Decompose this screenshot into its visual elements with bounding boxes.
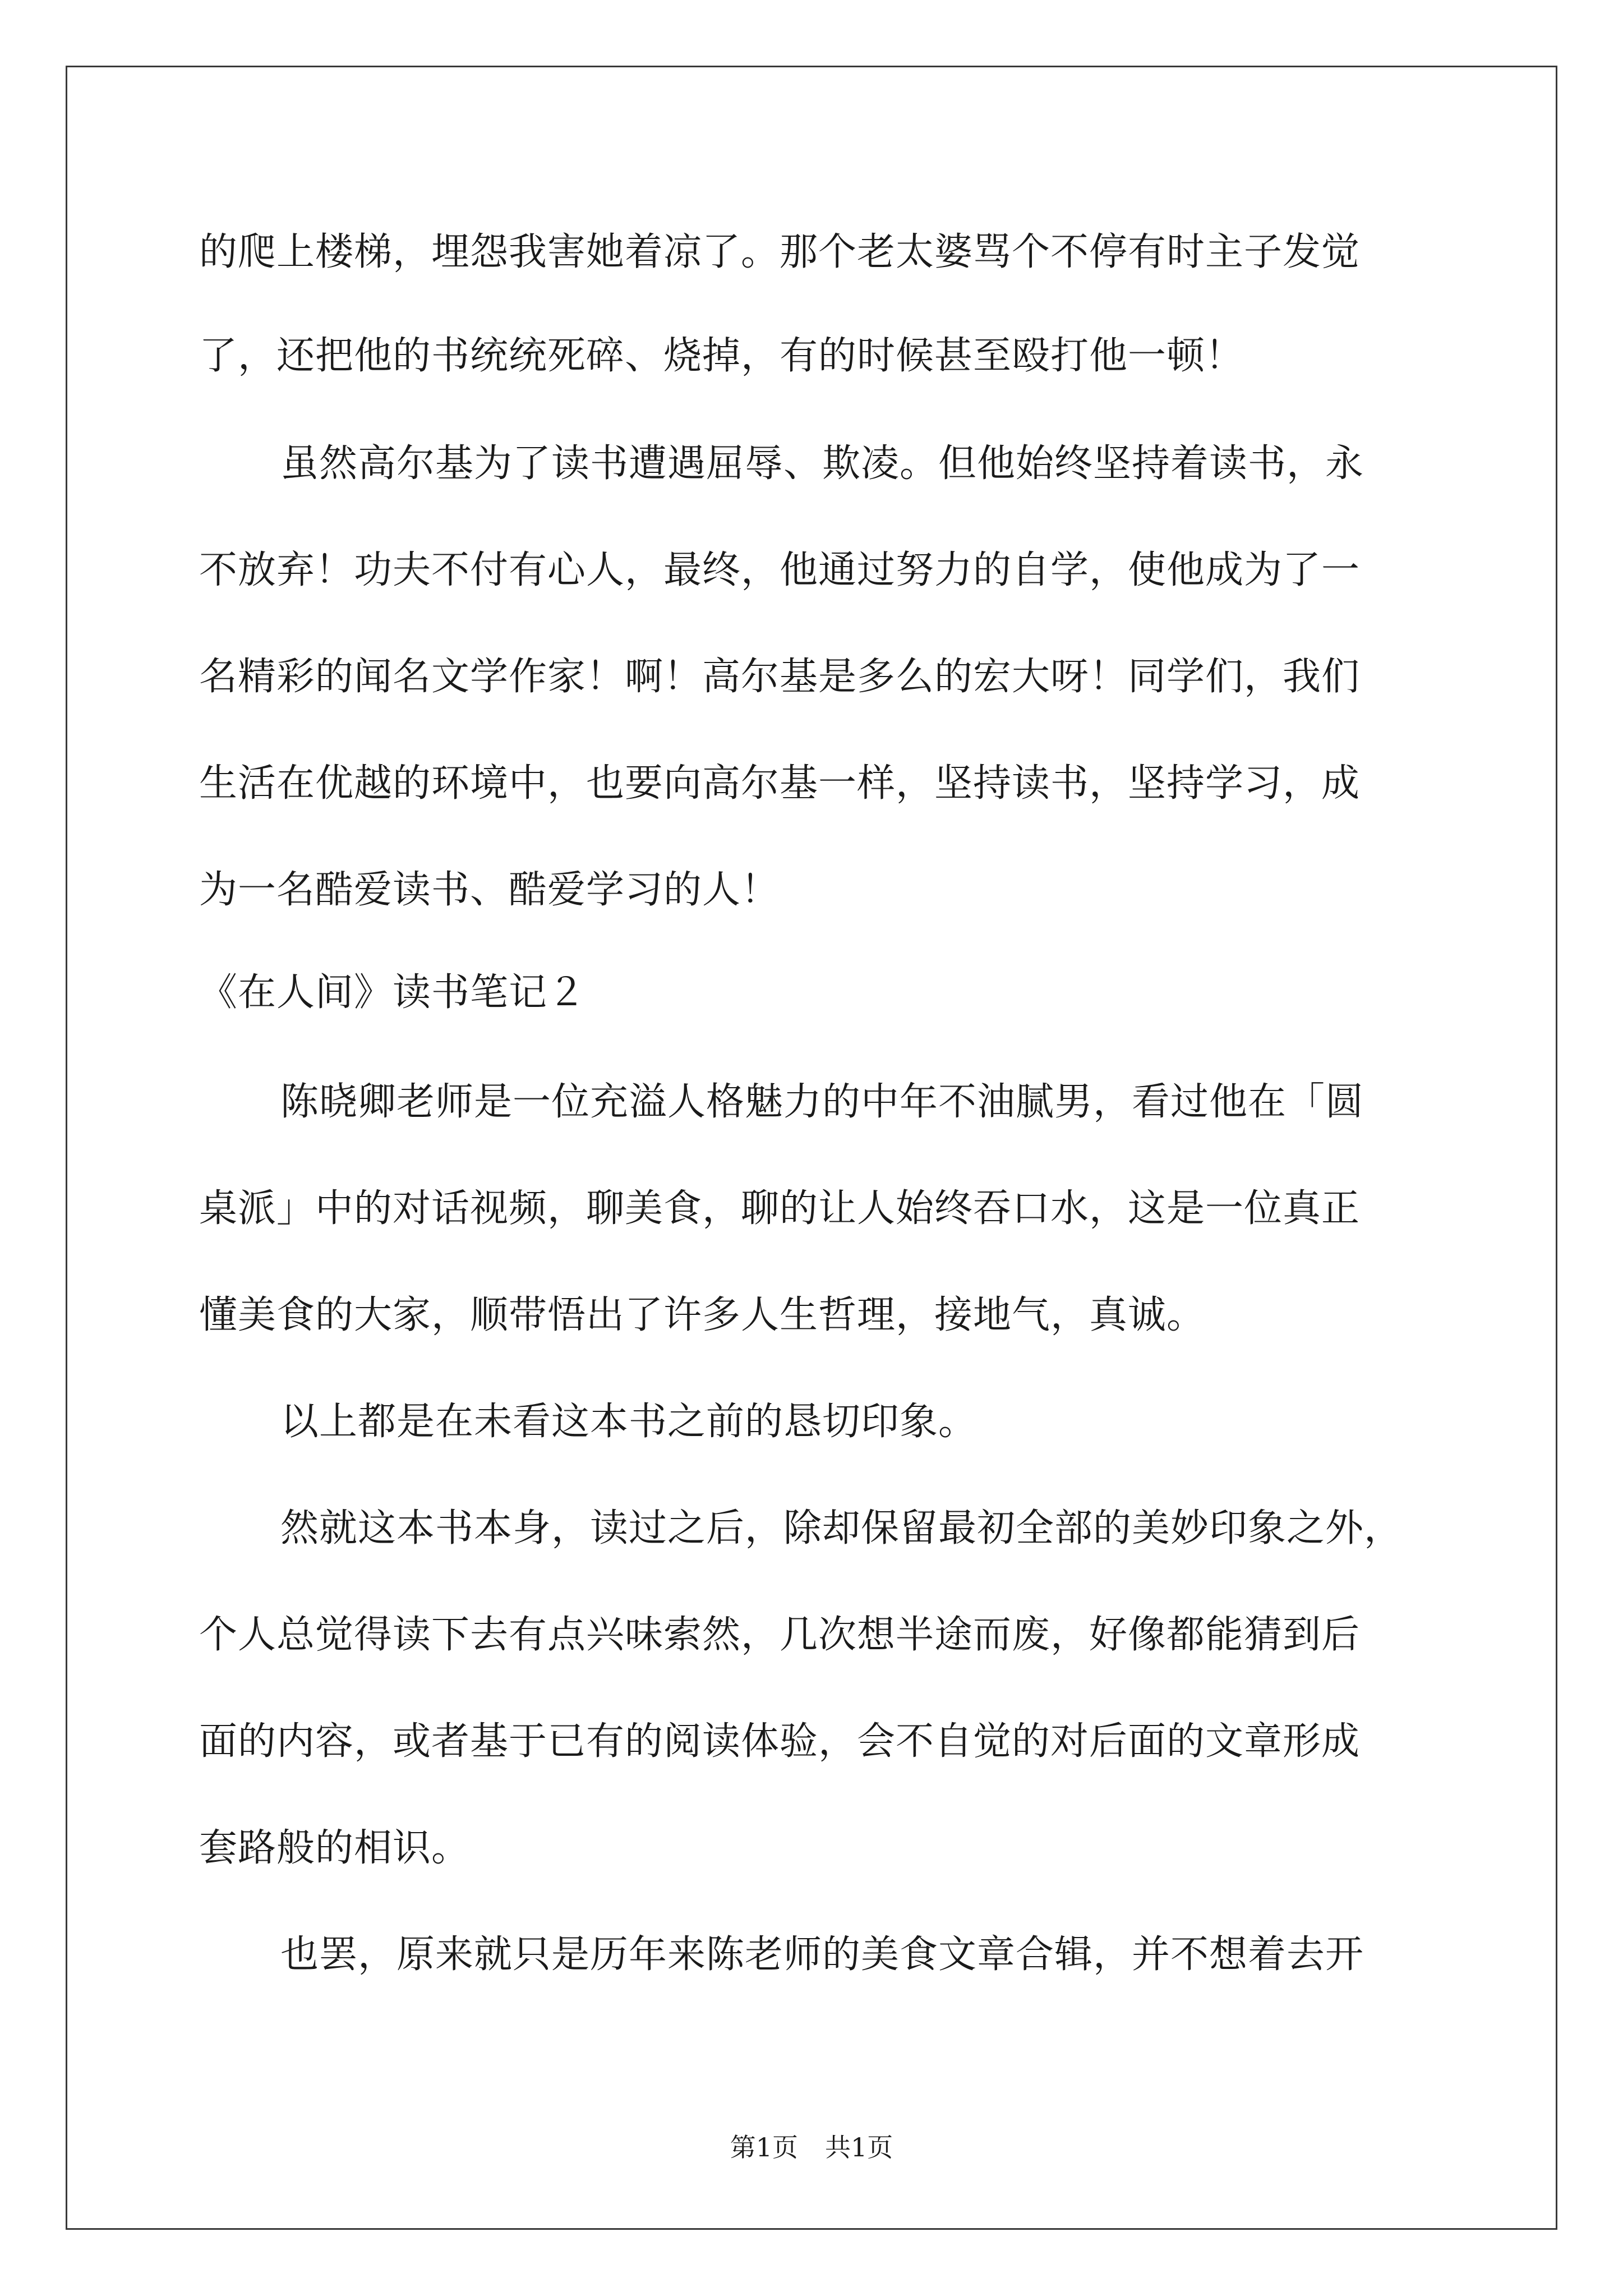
text-line-11: 懂美食的大家，顺带悟出了许多人生哲理，接地气，真诚。 xyxy=(199,1293,1206,1337)
page-footer xyxy=(0,2132,1623,2163)
text-line-12: 以上都是在未看这本书之前的恳切印象。 xyxy=(280,1400,978,1444)
page-border xyxy=(66,66,1557,2230)
text-line-3: 虽然高尔基为了读书遭遇屈辱、欺凌。但他始终坚持着读书，永 xyxy=(280,441,1364,486)
text-line-7: 为一名酷爱读书、酷爱学习的人！ xyxy=(199,868,780,912)
text-line-6: 生活在优越的环境中，也要向高尔基一样，坚持读书，坚持学习，成 xyxy=(199,761,1361,806)
text-line-1: 的爬上楼梯，埋怨我害她着凉了。那个老太婆骂个不停有时主子发觉 xyxy=(199,230,1361,274)
text-line-4: 不放弃！功夫不付有心人，最终，他通过努力的自学，使他成为了一 xyxy=(199,548,1361,592)
text-line-17: 也罢，原来就只是历年来陈老师的美食文章合辑，并不想着去开 xyxy=(280,1932,1364,1977)
text-line-13: 然就这本书本身，读过之后，除却保留最初全部的美妙印象之外， xyxy=(280,1506,1403,1550)
page-total: 共1页 xyxy=(825,2132,893,2162)
text-line-16: 套路般的相识。 xyxy=(199,1826,471,1870)
section-heading: 《在人间》读书笔记２ xyxy=(199,970,587,1015)
text-line-15: 面的内容，或者基于已有的阅读体验，会不自觉的对后面的文章形成 xyxy=(199,1719,1361,1764)
text-line-14: 个人总觉得读下去有点兴味索然，几次想半途而废，好像都能猜到后 xyxy=(199,1613,1361,1657)
text-line-10: 桌派」中的对话视频，聊美食，聊的让人始终吞口水，这是一位真正 xyxy=(199,1186,1361,1231)
page-number: 第1页 xyxy=(730,2132,798,2162)
text-line-9: 陈晓卿老师是一位充溢人格魅力的中年不油腻男，看过他在「圆 xyxy=(280,1080,1364,1124)
text-line-2: 了，还把他的书统统死碎、烧掉，有的时候甚至殴打他一顿！ xyxy=(199,334,1244,378)
text-line-5: 名精彩的闻名文学作家！啊！高尔基是多么的宏大呀！同学们，我们 xyxy=(199,655,1361,699)
